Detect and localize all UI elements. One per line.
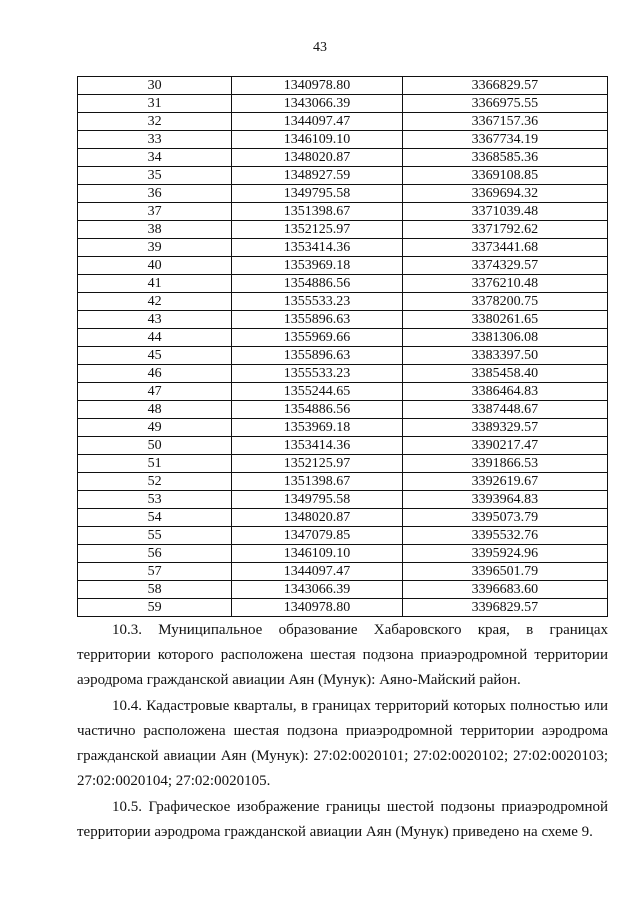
x-coordinate-cell: 1348020.87 — [232, 509, 402, 527]
x-coordinate-cell: 1353414.36 — [232, 437, 402, 455]
point-number-cell: 57 — [78, 563, 232, 581]
table-row — [78, 419, 608, 437]
table-row — [78, 437, 608, 455]
x-coordinate-cell: 1351398.67 — [232, 473, 402, 491]
x-coordinate-cell: 1346109.10 — [232, 545, 402, 563]
table-row — [78, 167, 608, 185]
x-coordinate-cell: 1353969.18 — [232, 419, 402, 437]
point-number-cell: 59 — [78, 599, 232, 617]
table-row — [78, 293, 608, 311]
point-number-cell: 48 — [78, 401, 232, 419]
point-number-cell: 45 — [78, 347, 232, 365]
table-row — [78, 131, 608, 149]
y-coordinate-cell: 3389329.57 — [402, 419, 607, 437]
table-row — [78, 347, 608, 365]
x-coordinate-cell: 1344097.47 — [232, 113, 402, 131]
point-number-cell: 39 — [78, 239, 232, 257]
point-number-cell: 36 — [78, 185, 232, 203]
y-coordinate-cell: 3374329.57 — [402, 257, 607, 275]
y-coordinate-cell: 3385458.40 — [402, 365, 607, 383]
point-number-cell: 33 — [78, 131, 232, 149]
point-number-cell: 53 — [78, 491, 232, 509]
y-coordinate-cell: 3368585.36 — [402, 149, 607, 167]
y-coordinate-cell: 3391866.53 — [402, 455, 607, 473]
table-row — [78, 257, 608, 275]
point-number-cell: 58 — [78, 581, 232, 599]
x-coordinate-cell: 1347079.85 — [232, 527, 402, 545]
table-row — [78, 185, 608, 203]
point-number-cell: 51 — [78, 455, 232, 473]
paragraph-10-4: 10.4. Кадастровые кварталы, в границах территорий которых полностью или частично расположена шестая подзона приаэродромной территории аэродрома гражданской авиации Аян (Мунук): 27:02:0020101; 27:02:0020102; 27:02:0020103; 27:02:0020104; 27:02:0020105. — [77, 698, 608, 789]
x-coordinate-cell: 1343066.39 — [232, 95, 402, 113]
x-coordinate-cell: 1348927.59 — [232, 167, 402, 185]
x-coordinate-cell: 1354886.56 — [232, 275, 402, 293]
table-row — [78, 275, 608, 293]
table-row — [78, 113, 608, 131]
y-coordinate-cell: 3378200.75 — [402, 293, 607, 311]
y-coordinate-cell: 3371792.62 — [402, 221, 607, 239]
y-coordinate-cell: 3366829.57 — [402, 77, 607, 95]
point-number-cell: 30 — [78, 77, 232, 95]
x-coordinate-cell: 1349795.58 — [232, 185, 402, 203]
x-coordinate-cell: 1340978.80 — [232, 599, 402, 617]
y-coordinate-cell: 3376210.48 — [402, 275, 607, 293]
y-coordinate-cell: 3369694.32 — [402, 185, 607, 203]
y-coordinate-cell: 3380261.65 — [402, 311, 607, 329]
point-number-cell: 55 — [78, 527, 232, 545]
point-number-cell: 42 — [78, 293, 232, 311]
x-coordinate-cell: 1349795.58 — [232, 491, 402, 509]
table-row — [78, 329, 608, 347]
y-coordinate-cell: 3367157.36 — [402, 113, 607, 131]
y-coordinate-cell: 3395924.96 — [402, 545, 607, 563]
x-coordinate-cell: 1351398.67 — [232, 203, 402, 221]
y-coordinate-cell: 3396683.60 — [402, 581, 607, 599]
coordinates-table — [77, 76, 608, 617]
table-row — [78, 77, 608, 95]
table-row — [78, 527, 608, 545]
point-number-cell: 37 — [78, 203, 232, 221]
x-coordinate-cell: 1352125.97 — [232, 455, 402, 473]
x-coordinate-cell: 1353414.36 — [232, 239, 402, 257]
table-row — [78, 599, 608, 617]
point-number-cell: 50 — [78, 437, 232, 455]
y-coordinate-cell: 3396501.79 — [402, 563, 607, 581]
y-coordinate-cell: 3383397.50 — [402, 347, 607, 365]
y-coordinate-cell: 3371039.48 — [402, 203, 607, 221]
x-coordinate-cell: 1355533.23 — [232, 365, 402, 383]
table-row — [78, 239, 608, 257]
x-coordinate-cell: 1343066.39 — [232, 581, 402, 599]
x-coordinate-cell: 1344097.47 — [232, 563, 402, 581]
table-row — [78, 401, 608, 419]
y-coordinate-cell: 3366975.55 — [402, 95, 607, 113]
point-number-cell: 41 — [78, 275, 232, 293]
table-row — [78, 473, 608, 491]
y-coordinate-cell: 3396829.57 — [402, 599, 607, 617]
point-number-cell: 35 — [78, 167, 232, 185]
x-coordinate-cell: 1355969.66 — [232, 329, 402, 347]
x-coordinate-cell: 1355533.23 — [232, 293, 402, 311]
x-coordinate-cell: 1355244.65 — [232, 383, 402, 401]
y-coordinate-cell: 3393964.83 — [402, 491, 607, 509]
x-coordinate-cell: 1353969.18 — [232, 257, 402, 275]
table-row — [78, 491, 608, 509]
y-coordinate-cell: 3386464.83 — [402, 383, 607, 401]
point-number-cell: 32 — [78, 113, 232, 131]
y-coordinate-cell: 3387448.67 — [402, 401, 607, 419]
table-row — [78, 581, 608, 599]
y-coordinate-cell: 3395073.79 — [402, 509, 607, 527]
y-coordinate-cell: 3381306.08 — [402, 329, 607, 347]
point-number-cell: 47 — [78, 383, 232, 401]
x-coordinate-cell: 1355896.63 — [232, 347, 402, 365]
point-number-cell: 31 — [78, 95, 232, 113]
table-row — [78, 509, 608, 527]
point-number-cell: 38 — [78, 221, 232, 239]
point-number-cell: 54 — [78, 509, 232, 527]
table-row — [78, 365, 608, 383]
y-coordinate-cell: 3392619.67 — [402, 473, 607, 491]
point-number-cell: 49 — [78, 419, 232, 437]
table-row — [78, 383, 608, 401]
table-row — [78, 221, 608, 239]
x-coordinate-cell: 1352125.97 — [232, 221, 402, 239]
table-row — [78, 203, 608, 221]
coordinates-table-body — [78, 77, 608, 617]
x-coordinate-cell: 1348020.87 — [232, 149, 402, 167]
table-row — [78, 95, 608, 113]
x-coordinate-cell: 1354886.56 — [232, 401, 402, 419]
y-coordinate-cell: 3369108.85 — [402, 167, 607, 185]
y-coordinate-cell: 3367734.19 — [402, 131, 607, 149]
point-number-cell: 44 — [78, 329, 232, 347]
table-row — [78, 311, 608, 329]
x-coordinate-cell: 1340978.80 — [232, 77, 402, 95]
paragraph-10-5: 10.5. Графическое изображение границы шестой подзоны приаэродромной территории аэродрома гражданской авиации Аян (Мунук) приведено на схеме 9. — [77, 799, 608, 840]
y-coordinate-cell: 3390217.47 — [402, 437, 607, 455]
point-number-cell: 40 — [78, 257, 232, 275]
x-coordinate-cell: 1346109.10 — [232, 131, 402, 149]
point-number-cell: 52 — [78, 473, 232, 491]
point-number-cell: 46 — [78, 365, 232, 383]
table-row — [78, 545, 608, 563]
x-coordinate-cell: 1355896.63 — [232, 311, 402, 329]
point-number-cell: 34 — [78, 149, 232, 167]
table-row — [78, 455, 608, 473]
table-row — [78, 149, 608, 167]
point-number-cell: 56 — [78, 545, 232, 563]
table-row — [78, 563, 608, 581]
page-number: 43 — [313, 40, 327, 55]
y-coordinate-cell: 3395532.76 — [402, 527, 607, 545]
y-coordinate-cell: 3373441.68 — [402, 239, 607, 257]
paragraph-10-3: 10.3. Муниципальное образование Хабаровского края, в границах территории которого расположена шестая подзона приаэродромной территории аэродрома гражданской авиации Аян (Мунук): Аяно-Майский район. — [77, 622, 608, 688]
point-number-cell: 43 — [78, 311, 232, 329]
